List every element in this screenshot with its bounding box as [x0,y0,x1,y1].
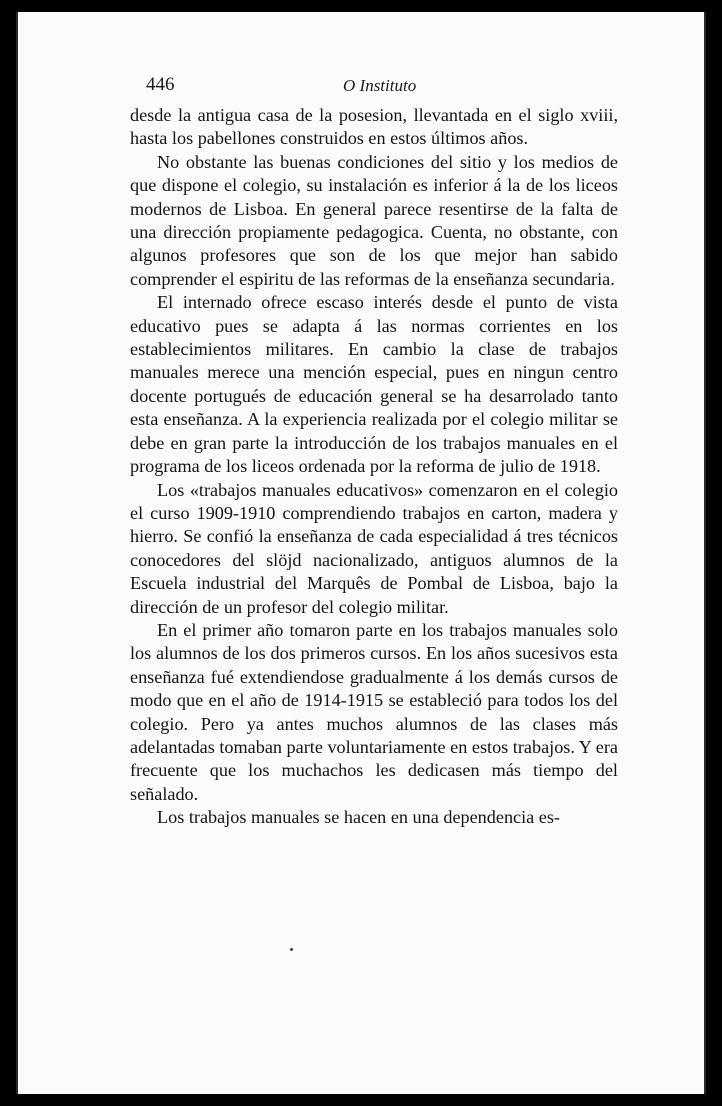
page-number: 446 [146,74,175,95]
paragraph: No obstante las buenas condiciones del sitio y los medios de que dispone el colegio, su instalación es inferior á la de los liceos modernos de Lisboa. En general parece resentirse de la falta de una dirección propiamente pedagogica. Cuenta, no obstante, con algunos profesores que son de los que mejor han sabido comprender el espiritu de las reformas de la enseñanza secundaria. [130,151,618,289]
ink-speck [290,948,293,951]
paragraph: Los trabajos manuales se hacen en una dependencia es- [157,807,560,828]
running-title: O Instituto [343,76,417,95]
page-header [146,74,636,104]
body-text [130,104,618,830]
paragraph: En el primer año tomaron parte en los trabajos manuales solo los alumnos de los dos primeros cursos. En los años sucesivos esta enseñanza fué extendiendose gradualmente á los demás cursos de modo que en el año de 1914-1915 se estableció para todos los del colegio. Pero ya antes muchos alumnos de las clases más adelantadas tomaban parte voluntariamente en estos trabajos. Y era frecuente que los muchachos les dedicasen más tiempo del señalado. [130,619,618,804]
paragraph-continuation: desde la antigua casa de la posesion, llevantada en el siglo xviii, hasta los pabellones construidos en estos últimos años. [130,105,618,149]
paragraph: Los «trabajos manuales educativos» comenzaron en el colegio el curso 1909-1910 comprendiendo trabajos en carton, madera y hierro. Se confió la enseñanza de cada especialidad á tres técnicos conocedores del slöjd nacionalizado, antiguos alumnos de la Escuela industrial del Marquês de Pombal de Lisboa, bajo la dirección de un profesor del colegio militar. [130,479,618,617]
paragraph: El internado ofrece escaso interés desde el punto de vista educativo pues se adapta á las normas corrientes en los establecimientos militares. En cambio la clase de trabajos manuales merece una mención especial, pues en ningun centro docente portugués de educación general se ha desarrolado tanto esta enseñanza. A la experiencia realizada por el colegio militar se debe en gran parte la introducción de los trabajos manuales en el programa de los liceos ordenada por la reforma de julio de 1918. [130,292,618,477]
